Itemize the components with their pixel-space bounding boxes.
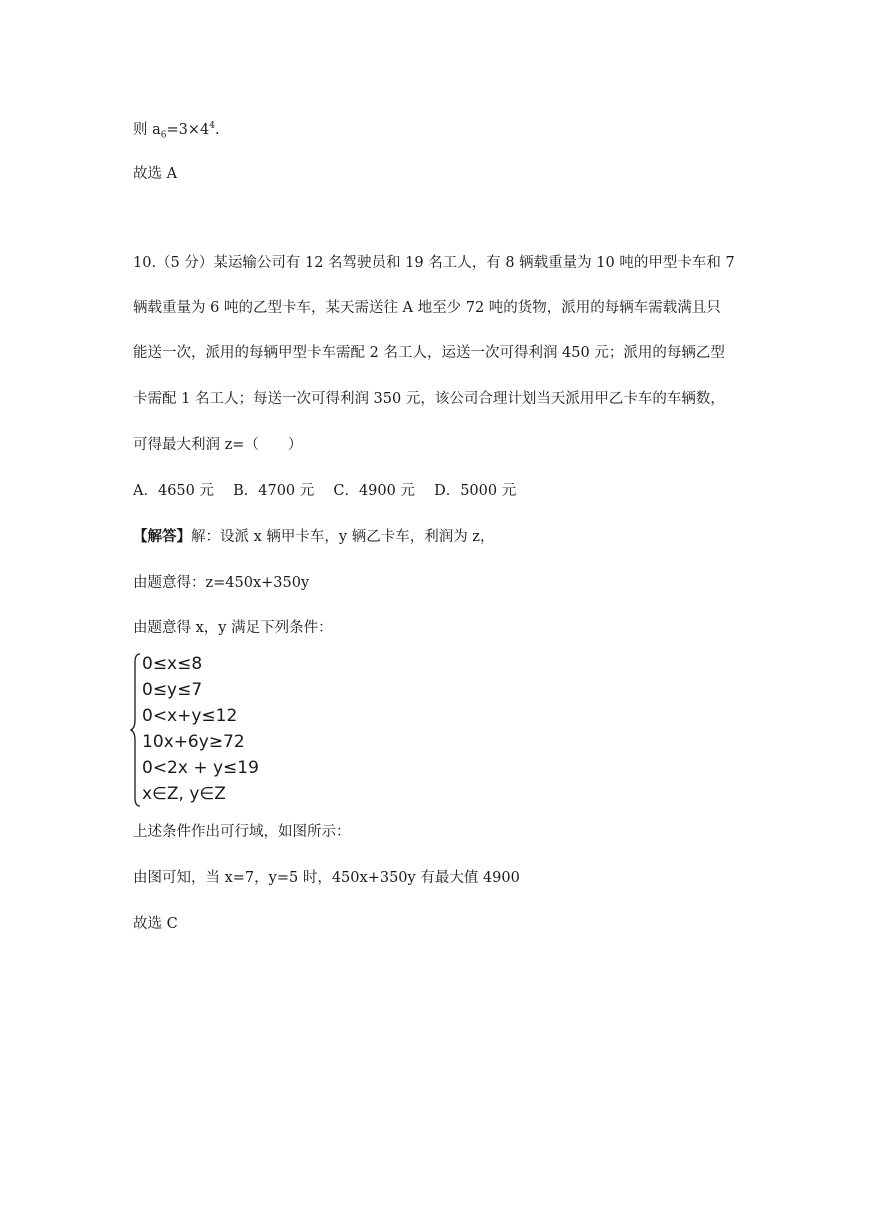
prev-result-subscript: 6 xyxy=(160,130,167,141)
prev-result-superscript: 4 xyxy=(209,121,215,131)
solution-label: 【解答】 xyxy=(133,528,191,545)
question-line-2: 辆载重量为 6 吨的乙型卡车，某天需送往 A 地至少 72 吨的货物，派用的每辆车需载满且只 xyxy=(133,300,721,316)
solution-answer: 故选 C xyxy=(133,916,178,932)
constraint-system xyxy=(130,652,310,808)
question-line-3: 能送一次，派用的每辆甲型卡车需配 2 名工人，运送一次可得利润 450 元；派用的每辆乙型 xyxy=(133,345,725,361)
constraint-6: x∈Z, y∈Z xyxy=(142,784,226,804)
prev-result-prefix: 则 a xyxy=(133,121,161,138)
constraint-2: 0≤y≤7 xyxy=(142,680,203,700)
solution-conclusion: 由图可知，当 x=7，y=5 时，450x+350y 有最大值 4900 xyxy=(133,870,520,886)
constraint-4: 10x+6y≥72 xyxy=(142,732,245,752)
constraint-1: 0≤x≤8 xyxy=(142,654,203,674)
solution-objective: 由题意得：z=450x+350y xyxy=(133,575,310,591)
question-line-5: 可得最大利润 z=（ ） xyxy=(133,437,303,453)
solution-intro-line xyxy=(133,527,494,547)
solution-constraints-intro: 由题意得 x，y 满足下列条件： xyxy=(133,620,333,636)
prev-result-suffix: . xyxy=(214,121,220,138)
prev-result-line xyxy=(133,116,220,146)
solution-intro: 解：设派 x 辆甲卡车，y 辆乙卡车，利润为 z， xyxy=(191,529,495,545)
constraint-5: 0<2x + y≤19 xyxy=(142,758,259,778)
prev-answer: 故选 A xyxy=(133,166,178,182)
prev-result-mid: =3×4 xyxy=(166,121,210,138)
constraint-3: 0<x+y≤12 xyxy=(142,706,238,726)
question-line-1: 10.（5 分）某运输公司有 12 名驾驶员和 19 名工人，有 8 辆载重量为 10 吨的甲型卡车和 7 xyxy=(133,255,735,271)
question-options: A．4650 元 B．4700 元 C．4900 元 D．5000 元 xyxy=(133,483,517,499)
left-brace-icon xyxy=(130,652,142,808)
question-line-4: 卡需配 1 名工人；每送一次可得利润 350 元，该公司合理计划当天派用甲乙卡车的车辆数， xyxy=(133,391,725,407)
solution-region: 上述条件作出可行域，如图所示： xyxy=(133,824,351,840)
